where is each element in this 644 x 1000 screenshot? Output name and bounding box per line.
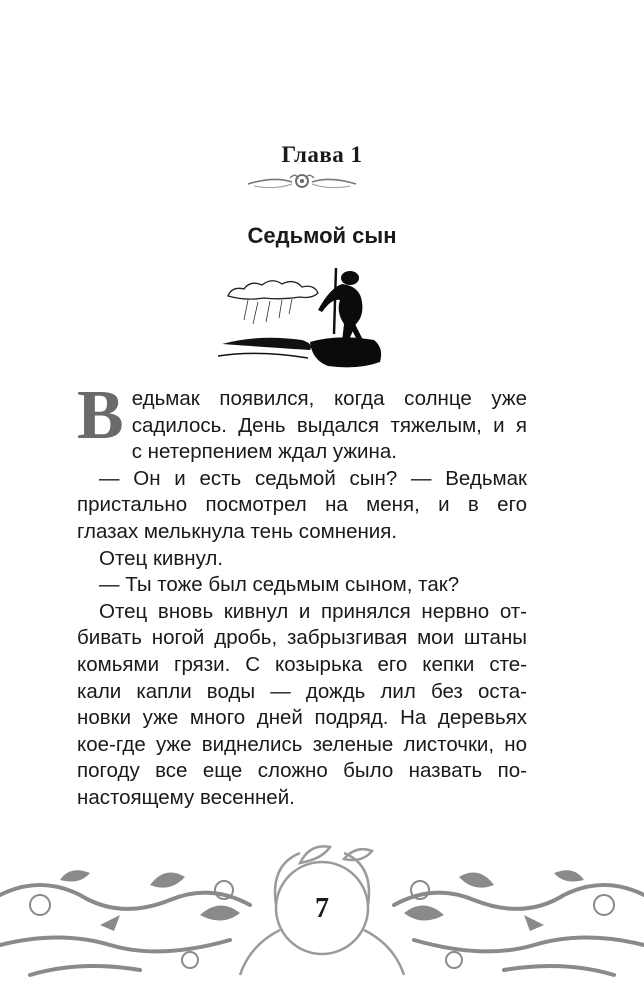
- text-line: настоящему весенней.: [77, 785, 295, 809]
- text-line: комьями грязи. С козырька его кепки сте-: [77, 652, 527, 676]
- text-line: пристально посмотрел на меня, и в его: [77, 493, 527, 517]
- text-line: садилось. День выдался тяжелым, и я: [131, 413, 527, 437]
- text-line: глазах мелькнула тень сомнения.: [77, 519, 398, 543]
- text-line: едьмак появился, когда солнце уже: [131, 387, 527, 410]
- text-line: кали капли воды — дождь лил без оста-: [77, 679, 527, 703]
- chapter-heading: Глава 1: [281, 142, 363, 167]
- text-line: бивать ногой дробь, забрызгивая мои штаны: [77, 626, 527, 650]
- chapter-title: Седьмой сын: [247, 223, 397, 248]
- drop-cap: В: [77, 377, 124, 454]
- text-line: — Он и есть седьмой сын? — Ведьмак: [99, 466, 527, 490]
- text-line: Отец кивнул.: [99, 546, 224, 570]
- text-line: с нетерпением ждал ужина.: [131, 440, 397, 464]
- text-line: кое-где уже виднелись зеленые листочки, но: [77, 732, 527, 756]
- text-line: новки уже много дней подряд. На деревьях: [77, 706, 527, 730]
- text-line: погоду все еще сложно было назвать по-: [77, 759, 527, 783]
- body-text: [77, 377, 527, 812]
- text-line: Отец вновь кивнул и принялся нервно от-: [99, 599, 527, 623]
- text-line: — Ты тоже был седьмым сыном, так?: [99, 573, 460, 597]
- chapter-ornament: [246, 170, 358, 192]
- witcher-silhouette-illustration: [218, 262, 388, 377]
- page-number: 7: [315, 893, 329, 924]
